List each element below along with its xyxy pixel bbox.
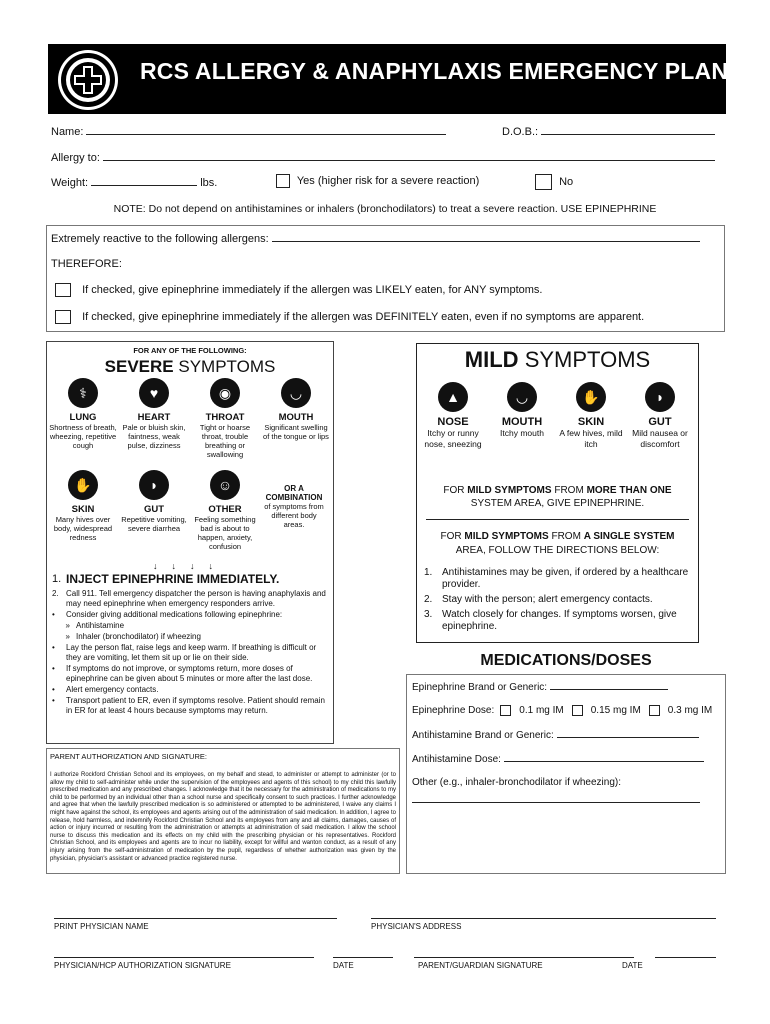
epi-brand-row (412, 680, 668, 693)
mild-title-rest: SYMPTOMS (524, 347, 651, 372)
asthma-yes-option[interactable] (276, 174, 479, 188)
step-text: Inhaler (bronchodilator) if wheezing (76, 632, 201, 641)
anti-brand-row (412, 728, 699, 741)
mouth-icon: ◡ (507, 382, 537, 412)
step-number: • (52, 696, 55, 705)
symptom-desc: Significant swelling of the tongue or lips (263, 423, 329, 441)
date2-label: DATE (622, 961, 643, 970)
symptom-desc: A few hives, mild itch (559, 428, 623, 449)
step-text: Antihistamines may be given, if ordered by a healthcare provider. (442, 567, 689, 590)
severe-step (52, 610, 328, 620)
reactive-row (51, 232, 700, 245)
step-text: Watch closely for changes. If symptoms worsen, give epinephrine. (442, 609, 677, 632)
step-number: 2. (424, 594, 433, 605)
symptom-nose (418, 382, 488, 450)
medications-title: MEDICATIONS/DOSES (480, 652, 652, 669)
symptom-skin (48, 470, 118, 542)
dob-label: D.O.B.: (502, 126, 539, 138)
weight-row (51, 176, 217, 189)
step-number: » (65, 632, 70, 641)
hcp-signature-line[interactable] (54, 957, 314, 958)
symptom-name: SKIN (71, 504, 95, 515)
step-number: 3. (424, 609, 433, 620)
symptom-lung (48, 378, 118, 450)
symptom-desc: Feeling something bad is about to happen, anxiety, confusion (194, 515, 256, 551)
yes-label: Yes (higher risk for a severe reaction) (296, 174, 480, 187)
stomach-icon: ◗ (139, 470, 169, 500)
definitely-label: If checked, give epinephrine immediately if the allergen was DEFINITELY eaten, even if no symptoms are apparent. (82, 310, 645, 323)
combination-title: OR A COMBINATION (265, 484, 323, 502)
parent-signature-line[interactable] (414, 957, 634, 958)
anti-brand-field[interactable] (557, 728, 699, 738)
mild-multi-b: MILD SYMPTOMS (467, 485, 552, 496)
mild-multi-d: MORE THAN ONE (586, 485, 672, 496)
mild-title-bold: MILD (464, 347, 519, 372)
mild-single-d: A SINGLE SYSTEM (583, 531, 675, 542)
step-text: Transport patient to ER, even if symptoms resolve. Patient should remain in ER for at least 4 hours because symptoms may return. (66, 696, 325, 715)
rcs-cross-logo-icon (58, 50, 118, 110)
mild-single-c: FROM (551, 531, 581, 542)
nose-icon: ▲ (438, 382, 468, 412)
date2-line[interactable] (655, 957, 716, 958)
step-number: • (52, 643, 55, 652)
heart-icon: ♥ (139, 378, 169, 408)
step-text: Lay the person flat, raise legs and keep warm. If breathing is difficult or they are vomiting, let them sit up or lie on their side. (66, 643, 317, 662)
severe-step (52, 685, 328, 695)
head-icon: ☺ (210, 470, 240, 500)
name-field[interactable] (86, 125, 446, 135)
name-label: Name: (51, 126, 84, 138)
symptom-desc: Shortness of breath, wheezing, repetitive cough (49, 423, 117, 450)
symptom-desc: Mild nausea or discomfort (632, 428, 688, 449)
address-line[interactable] (371, 918, 716, 919)
likely-checkbox[interactable] (55, 283, 71, 297)
severe-step (52, 589, 328, 609)
step-text: Consider giving additional medications following epinephrine: (66, 610, 283, 619)
step-text: Antihistamine (76, 621, 125, 630)
authorization-text: I authorize Rockford Christian School and its employees, on my behalf and stead, to administer or attempt to administer (or to allow my child to self-administer while under the supervision of the employees and agents of this school) to my child this lawfully prescribed medication and any prescribed changes. I acknowledge that it be necessary for the administration of medications to my child to be performed by an individual other than a school nurse and specifically consent to such practices. I further acknowledge and agree that when the lawfully prescribed medication is so administered or attempted to be administered, I waive any claims I might have against the school, its employees and agents arising out of the administration of said medication. In addition, I agree to release, hold harmless, and indemnify Rockford Christian School and its employees from any and all claims, damages, causes of action or injury incurred or resulting from the administration or attempts at administration of said medication. I allow the school nurse to discuss this medication and its effects on my child with the prescribing physician or his representatives. Rockford Christian School, and its employees and agents are to incur no liability, except for willful and wanton conduct, as a result of any injury arising from the self-administration of medication by the pupil, regardless of whether authorization was given by the physician, physician's assistant or advanced practice registered nurse. (50, 772, 396, 862)
no-label: No (559, 175, 574, 188)
dob-field[interactable] (541, 125, 715, 135)
dose-0-1-label: 0.1 mg IM (519, 705, 564, 716)
asthma-no-option[interactable] (535, 174, 573, 190)
anti-brand-label: Antihistamine Brand or Generic: (412, 730, 554, 741)
mild-step (424, 594, 694, 606)
epi-brand-field[interactable] (550, 680, 668, 690)
hcp-signature-label: PHYSICIAN/HCP AUTHORIZATION SIGNATURE (54, 961, 231, 970)
anti-dose-label: Antihistamine Dose: (412, 754, 501, 765)
step-number: 1. (52, 573, 62, 585)
weight-label: Weight: (51, 177, 89, 189)
medications-box (406, 674, 726, 874)
mild-multi-a: FOR (443, 485, 465, 496)
allergy-field[interactable] (103, 151, 715, 161)
dose-0-3-checkbox[interactable] (649, 705, 660, 716)
symptom-gut (625, 382, 695, 450)
hand-icon: ✋ (576, 382, 606, 412)
severe-pre-label: FOR ANY OF THE FOLLOWING: (133, 346, 247, 355)
mild-symptoms-grid (418, 382, 697, 474)
symptom-mouth (487, 382, 557, 439)
severe-step (52, 664, 328, 684)
dose-0-15-label: 0.15 mg IM (590, 705, 641, 716)
symptom-name: THROAT (205, 412, 245, 423)
date1-line[interactable] (333, 957, 393, 958)
dose-0-15-checkbox[interactable] (572, 705, 583, 716)
step-text: INJECT EPINEPHRINE IMMEDIATELY. (66, 572, 280, 586)
down-arrows: ↓↓↓↓ (153, 561, 227, 571)
symptom-name: NOSE (437, 416, 469, 428)
parent-signature-label: PARENT/GUARDIAN SIGNATURE (418, 961, 543, 970)
epi-dose-row (412, 705, 712, 716)
symptom-name: SKIN (577, 416, 605, 428)
anti-dose-field[interactable] (504, 752, 704, 762)
symptom-name: HEART (137, 412, 171, 423)
throat-icon: ◉ (210, 378, 240, 408)
symptom-name: MOUTH (278, 412, 314, 423)
note-text: NOTE: Do not depend on antihistamines or inhalers (bronchodilators) to treat a severe reaction. USE EPINEPHRINE (113, 203, 657, 215)
definitely-option[interactable] (55, 310, 644, 324)
symptom-skin (556, 382, 626, 450)
severe-title-bold: SEVERE (104, 357, 174, 376)
symptom-other (190, 470, 260, 551)
anti-dose-row (412, 752, 704, 765)
mouth-icon: ◡ (281, 378, 311, 408)
dob-row (502, 125, 715, 138)
step-number: » (65, 621, 70, 630)
step-text: Stay with the person; alert emergency contacts. (442, 594, 653, 605)
symptom-desc: Itchy or runny nose, sneezing (424, 428, 482, 449)
step-number: 1. (424, 567, 433, 578)
mild-single-a: FOR (440, 531, 462, 542)
combination-block (262, 484, 326, 529)
severe-step (52, 572, 328, 586)
print-name-line[interactable] (54, 918, 337, 919)
step-text: Call 911. Tell emergency dispatcher the person is having anaphylaxis and may need epinephrine when emergency responders arrive. (66, 589, 326, 608)
reactive-label: Extremely reactive to the following allergens: (51, 233, 269, 245)
hand-icon: ✋ (68, 470, 98, 500)
lungs-icon: ⚕ (68, 378, 98, 408)
step-number: • (52, 610, 55, 619)
severe-steps-list (52, 572, 328, 717)
step-number: 2. (52, 589, 59, 598)
mild-multi-e: SYSTEM AREA, GIVE EPINEPHRINE. (470, 498, 645, 509)
symptom-name: LUNG (69, 412, 97, 423)
mild-steps-list (424, 567, 694, 636)
symptom-desc: Repetitive vomiting, severe diarrhea (121, 515, 187, 533)
mild-step (424, 609, 694, 633)
severe-symptoms-grid (48, 378, 332, 568)
symptom-desc: Many hives over body, widespread redness (53, 515, 113, 542)
severe-title-rest: SYMPTOMS (178, 357, 276, 376)
symptom-desc: Tight or hoarse throat, trouble breathing or swallowing (199, 423, 251, 459)
severe-step (52, 696, 328, 716)
symptom-gut (119, 470, 189, 533)
symptom-mouth (261, 378, 331, 441)
step-text: Alert emergency contacts. (66, 685, 159, 694)
mild-multi-c: FROM (554, 485, 584, 496)
allergy-row (51, 151, 715, 164)
symptom-desc: Pale or bluish skin, faintness, weak pulse, dizziness (122, 423, 186, 450)
mild-multi-notice (426, 484, 689, 520)
mild-title (416, 347, 699, 373)
severe-step (52, 643, 328, 663)
dose-0-3-label: 0.3 mg IM (667, 705, 713, 716)
definitely-checkbox[interactable] (55, 310, 71, 324)
epi-brand-label: Epinephrine Brand or Generic: (412, 682, 548, 693)
authorization-title: PARENT AUTHORIZATION AND SIGNATURE: (50, 752, 207, 761)
date1-label: DATE (333, 961, 354, 970)
reactive-field[interactable] (272, 232, 700, 242)
symptom-name: GUT (648, 416, 672, 428)
step-text: If symptoms do not improve, or symptoms return, more doses of epinephrine can be given about 5 minutes or more after the last dose. (66, 664, 313, 683)
symptom-name: OTHER (208, 504, 242, 515)
allergy-label: Allergy to: (51, 152, 100, 164)
therefore-label: THEREFORE: (51, 258, 122, 270)
step-number: • (52, 685, 55, 694)
severe-title (46, 357, 334, 377)
combination-desc: of symptoms from different body areas. (264, 502, 324, 529)
name-row (51, 125, 446, 138)
symptom-name: GUT (143, 504, 165, 515)
other-med-field[interactable] (412, 793, 700, 803)
mild-single-notice (426, 530, 689, 558)
symptom-name: MOUTH (501, 416, 543, 428)
likely-label: If checked, give epinephrine immediately if the allergen was LIKELY eaten, for ANY symptoms. (82, 283, 543, 296)
epi-dose-label: Epinephrine Dose: (412, 705, 495, 716)
lbs-label: lbs. (200, 177, 218, 189)
symptom-throat (190, 378, 260, 459)
page-title: RCS ALLERGY & ANAPHYLAXIS EMERGENCY PLAN (140, 58, 729, 84)
step-number: • (52, 664, 55, 673)
address-label: PHYSICIAN'S ADDRESS (371, 922, 462, 931)
mild-single-e: AREA, FOLLOW THE DIRECTIONS BELOW: (455, 545, 660, 556)
symptom-desc: Itchy mouth (500, 428, 544, 438)
weight-field[interactable] (91, 176, 197, 186)
likely-option[interactable] (55, 283, 542, 297)
print-name-label: PRINT PHYSICIAN NAME (54, 922, 149, 931)
stomach-icon: ◗ (645, 382, 675, 412)
no-checkbox[interactable] (535, 174, 552, 190)
other-med-label: Other (e.g., inhaler-bronchodilator if wheezing): (412, 777, 621, 788)
yes-checkbox[interactable] (276, 174, 290, 188)
dose-0-1-checkbox[interactable] (500, 705, 511, 716)
mild-single-b: MILD SYMPTOMS (464, 531, 549, 542)
mild-step (424, 567, 694, 591)
severe-step (52, 621, 328, 631)
severe-step (52, 632, 328, 642)
symptom-heart (119, 378, 189, 450)
